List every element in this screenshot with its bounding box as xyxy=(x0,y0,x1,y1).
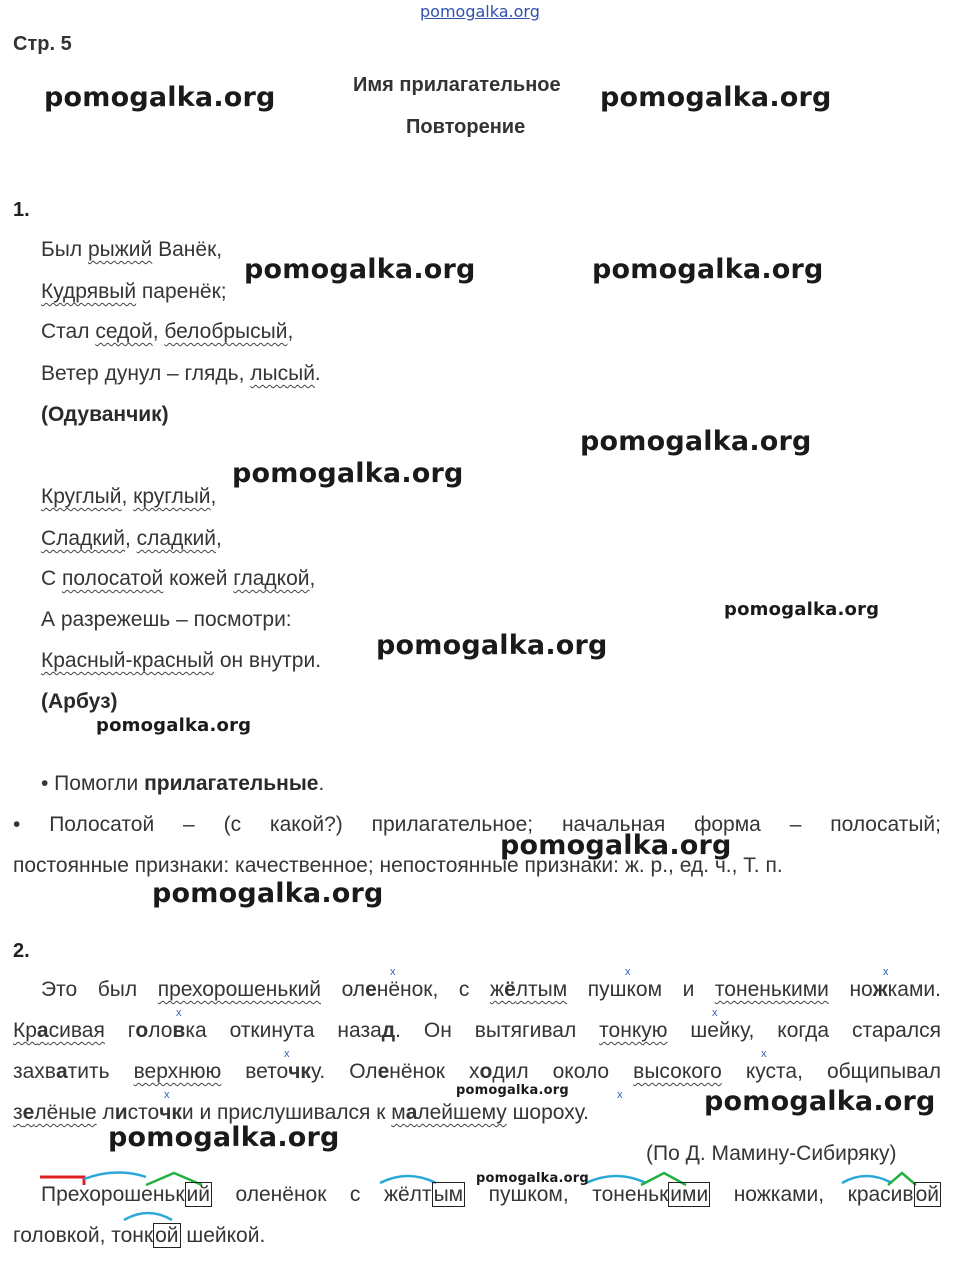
riddle1-line2: Кудрявый паренёк; xyxy=(41,280,227,303)
top-link[interactable]: pomogalka.org xyxy=(420,2,540,21)
morpheme-marks-2 xyxy=(120,1206,180,1224)
riddle2-line1: Круглый, круглый, xyxy=(41,485,217,508)
riddle1-answer: (Одуванчик) xyxy=(41,403,169,426)
task2-number: 2. xyxy=(13,940,30,962)
x-mark: х xyxy=(883,966,889,978)
x-mark: х xyxy=(625,966,631,978)
x-mark: х xyxy=(761,1048,767,1060)
x-mark: х xyxy=(176,1007,182,1019)
watermark: pomogalka.org xyxy=(376,630,608,661)
watermark: pomogalka.org xyxy=(456,1083,569,1098)
bullet-2-line2: постоянные признаки: качественное; непостоянные признаки: ж. р., ед. ч., Т. п. xyxy=(13,854,783,877)
x-mark: х xyxy=(617,1089,623,1101)
page-title: Имя прилагательное xyxy=(353,74,561,96)
task1-number: 1. xyxy=(13,199,30,221)
riddle2-line4: А разрежешь – посмотри: xyxy=(41,608,292,631)
bullet-1: • Помогли прилагательные. xyxy=(41,772,325,795)
riddle2-line2: Сладкий, сладкий, xyxy=(41,527,222,550)
riddle1-line3: Стал седой, белобрысый, xyxy=(41,320,294,343)
watermark: pomogalka.org xyxy=(44,82,276,113)
watermark: pomogalka.org xyxy=(500,830,732,861)
x-mark: х xyxy=(164,1089,170,1101)
root-arc xyxy=(84,1172,146,1179)
page-subtitle: Повторение xyxy=(406,116,526,138)
watermark: pomogalka.org xyxy=(592,254,824,285)
watermark: pomogalka.org xyxy=(580,426,812,457)
watermark: pomogalka.org xyxy=(724,599,880,620)
riddle2-line5: Красный-красный он внутри. xyxy=(41,649,322,672)
watermark: pomogalka.org xyxy=(476,1171,589,1186)
watermark: pomogalka.org xyxy=(244,254,476,285)
story-source: (По Д. Мамину-Сибиряку) xyxy=(646,1142,897,1165)
story-line2: Красивая головка откинута назад. Он вытягивал тонкую шейку, когда старался xyxy=(13,1019,941,1042)
watermark: pomogalka.org xyxy=(600,82,832,113)
root-arc xyxy=(842,1176,892,1183)
analysis-line1: Прехорошенький оленёнок с жёлтым пушком, тоненькими ножками, красивой xyxy=(41,1183,939,1206)
riddle2-line3: С полосатой кожей гладкой, xyxy=(41,567,316,590)
watermark: pomogalka.org xyxy=(108,1122,340,1153)
story-line4: зелёные листочки и прислушивался к малейшему шороху. xyxy=(13,1101,589,1124)
story-line1: Это был прехорошенький оленёнок, с жёлтым пушком и тоненькими ножками. xyxy=(41,978,941,1001)
riddle1-line4: Ветер дунул – глядь, лысый. xyxy=(41,362,321,385)
watermark: pomogalka.org xyxy=(96,715,252,736)
story-line3: захватить верхнюю веточку. Оленёнок ходил около высокого куста, общипывал xyxy=(13,1060,941,1083)
root-arc xyxy=(124,1213,172,1220)
watermark: pomogalka.org xyxy=(704,1086,936,1117)
bullet-2-line1: • Полосатой – (с какой?) прилагательное; начальная форма – полосатый; xyxy=(13,813,941,836)
page-label: Стр. 5 xyxy=(13,33,72,55)
x-mark: х xyxy=(712,1007,718,1019)
analysis-line2: головкой, тонкой шейкой. xyxy=(13,1224,266,1247)
x-mark: х xyxy=(390,966,396,978)
watermark: pomogalka.org xyxy=(152,878,384,909)
x-mark: х xyxy=(284,1048,290,1060)
root-arc xyxy=(380,1176,436,1183)
riddle2-answer: (Арбуз) xyxy=(41,690,118,713)
riddle1-line1: Был рыжий Ванёк, xyxy=(41,238,223,261)
root-arc xyxy=(586,1176,646,1183)
watermark: pomogalka.org xyxy=(232,458,464,489)
